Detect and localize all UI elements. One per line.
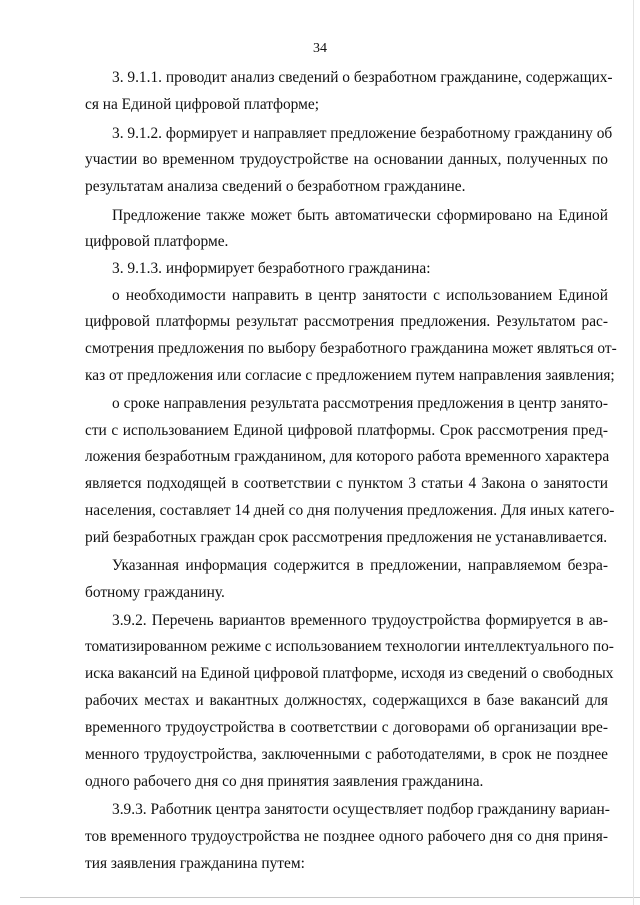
- text-line: Предложение также может быть автоматически сформировано на Единой: [112, 207, 608, 224]
- text-line: тов временного трудоустройства не позднее одного рабочего дня со дня приня-: [85, 828, 608, 845]
- text-line: рабочих местах и вакантных должностях, содержащихся в базе вакансий для: [85, 692, 608, 709]
- text-line: каз от предложения или согласие с предложением путем направления заявления;: [85, 367, 615, 384]
- text-line: временного трудоустройства в соответствии с договорами об организации вре-: [85, 719, 608, 736]
- text-line: населения, составляет 14 дней со дня получения предложения. Для иных катего-: [85, 502, 615, 519]
- text-line: 3. 9.1.2. формирует и направляет предложение безработному гражданину об: [112, 125, 613, 142]
- text-line: томатизированном режиме с использованием технологии интеллектуального по-: [85, 638, 614, 655]
- text-line: цифровой платформы результат рассмотрения предложения. Результатом рас-: [85, 313, 608, 330]
- text-line: является подходящей в соответствии с пунктом 3 статьи 4 Закона о занятости: [85, 475, 608, 492]
- text-line: смотрения предложения по выбору безработного гражданина может являться от-: [85, 340, 617, 357]
- text-line: 3. 9.1.1. проводит анализ сведений о безработном гражданине, содержащих-: [112, 69, 613, 86]
- text-line: 3.9.2. Перечень вариантов временного трудоустройства формируется в ав-: [112, 612, 608, 629]
- text-line: ся на Единой цифровой платформе;: [85, 96, 319, 113]
- text-line: одного рабочего дня со дня принятия заявления гражданина.: [85, 773, 484, 790]
- text-line: рий безработных граждан срок рассмотрения предложения не устанавливается.: [85, 529, 608, 546]
- text-line: 3. 9.1.3. информирует безработного гражданина:: [112, 260, 431, 277]
- text-line: 3.9.3. Работник центра занятости осуществляет подбор гражданину вариан-: [112, 801, 610, 818]
- text-line: сти с использованием Единой цифровой платформы. Срок рассмотрения пред-: [85, 422, 608, 439]
- text-line: о сроке направления результата рассмотрения предложения в центр занято-: [112, 395, 608, 412]
- text-line: тия заявления гражданина путем:: [85, 855, 305, 872]
- text-line: Указанная информация содержится в предложении, направляемом безра-: [112, 557, 608, 574]
- text-line: менного трудоустройства, заключенными с работодателями, в срок не позднее: [85, 746, 608, 763]
- scan-edge-bottom: [20, 897, 640, 898]
- page-number: 34: [313, 41, 327, 56]
- text-line: о необходимости направить в центр занятости с использованием Единой: [112, 287, 608, 304]
- text-line: ботному гражданину.: [85, 584, 225, 601]
- text-line: участии во временном трудоустройстве на основании данных, полученных по: [85, 151, 608, 168]
- text-line: иска вакансий на Единой цифровой платформе, исходя из сведений о свободных: [85, 665, 614, 682]
- scan-edge-right: [633, 0, 634, 905]
- text-line: цифровой платформе.: [85, 233, 229, 250]
- text-line: результатам анализа сведений о безработном гражданине.: [85, 178, 466, 195]
- text-line: ложения безработным гражданином, для которого работа временного характера: [85, 448, 610, 465]
